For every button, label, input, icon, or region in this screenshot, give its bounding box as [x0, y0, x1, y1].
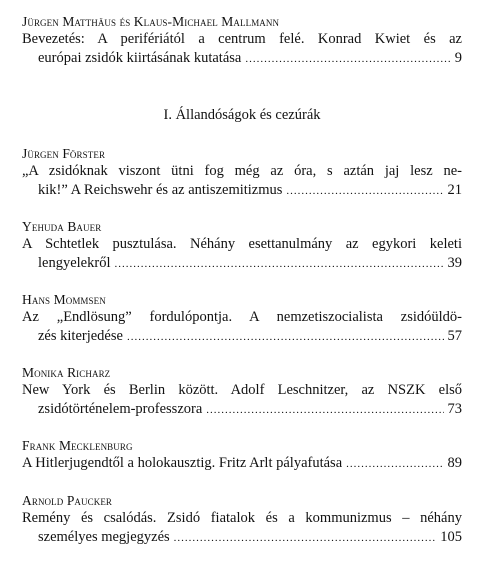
toc-entry [22, 493, 462, 548]
dot-leader [286, 182, 443, 201]
entry-title-text: kik!” A Reichswehr és az antiszemitizmus [38, 182, 283, 198]
entry-title-last-line [22, 454, 462, 474]
entry-title-last-line [22, 49, 462, 69]
dot-leader [206, 401, 443, 420]
toc-entry [22, 219, 462, 274]
page-number: 73 [447, 401, 462, 417]
entry-author: Hans Mommsen [22, 292, 106, 307]
entry-title-last-line [22, 254, 462, 274]
dot-leader [245, 50, 450, 69]
entry-title-text: európai zsidók kiirtásának kutatása [38, 50, 242, 66]
entry-title-text: zés kiterjedése [38, 328, 123, 344]
toc-entry-intro [22, 14, 462, 69]
entry-author: Jürgen Förster [22, 146, 106, 161]
entry-author: Arnold Paucker [22, 493, 113, 508]
entry-title-last-line [22, 181, 462, 201]
dot-leader [114, 255, 443, 274]
page-number: 21 [447, 182, 462, 198]
section-heading: I. Állandóságok és cezúrák [163, 107, 321, 123]
page-number: 57 [447, 328, 462, 344]
entry-author: Jürgen Matthäus és Klaus-Michael Mallmann [22, 14, 280, 29]
page-number: 89 [447, 455, 462, 471]
entry-title-line: Bevezetés: A perifériától a centrum felé. Konrad Kwiet és az [22, 31, 462, 47]
dot-leader [127, 328, 444, 347]
entry-title-line: Az „Endlösung” fordulópontja. A nemzetiszocialista zsidóüldö- [22, 309, 462, 325]
entry-title-line: „A zsidóknak viszont ütni fog még az óra, s aztán jaj lesz ne- [22, 163, 462, 179]
entry-title-text: A Hitlerjugendtől a holokausztig. Fritz Arlt pályafutása [22, 455, 343, 471]
entry-title-text: zsidótörténelem-professzora [38, 401, 203, 417]
entry-title-last-line [22, 528, 462, 548]
entry-title-line: Remény és csalódás. Zsidó fiatalok és a kommunizmus – néhány [22, 510, 462, 526]
toc-entry [22, 146, 462, 201]
toc-entry [22, 438, 462, 474]
toc-entry [22, 365, 462, 420]
entry-title-line: New York és Berlin között. Adolf Leschnitzer, az NSZK első [22, 382, 462, 398]
entry-title-line: A Schtetlek pusztulása. Néhány esettanulmány az egykori keleti [22, 236, 462, 252]
page-number: 9 [454, 50, 462, 66]
entry-author: Yehuda Bauer [22, 219, 102, 234]
page-number: 105 [440, 529, 462, 545]
entry-title-last-line [22, 400, 462, 420]
entry-title-text: személyes megjegyzés [38, 529, 170, 545]
page-number: 39 [447, 255, 462, 271]
entry-title-text: lengyelekről [38, 255, 111, 271]
entry-author: Frank Mecklenburg [22, 438, 133, 453]
toc-entry [22, 292, 462, 347]
entry-author: Monika Richarz [22, 365, 111, 380]
dot-leader [174, 529, 437, 548]
dot-leader [346, 455, 443, 474]
entry-title-last-line [22, 327, 462, 347]
